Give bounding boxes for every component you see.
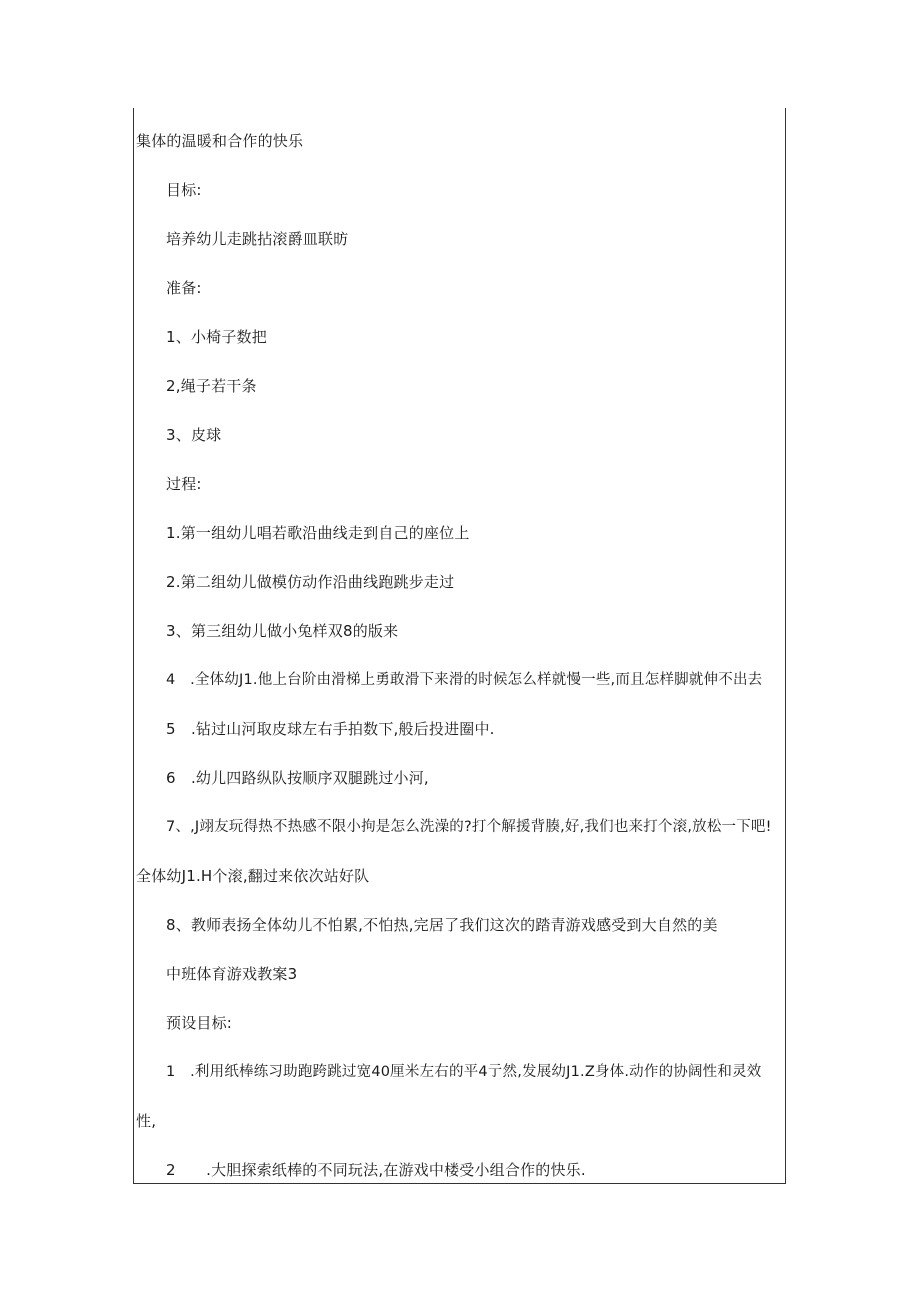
process-step-4: 4 .全体幼J1.他上台阶由滑梯上勇敢滑下来滑的时候怎么样就慢一些,而且怎样脚就伸不出去 — [166, 672, 763, 688]
process-step-2: 2.第二组幼儿做模仿动作沿曲线跑跳步走过 — [166, 573, 455, 591]
process-step-6: 6 .幼儿四路纵队按顺序双腿跳过小河, — [166, 769, 429, 787]
goal-item-1: 1 .利用纸棒练习助跑跨跳过宽40厘米左右的平4亍然,发展幼J1.Z身体.动作的协阔性和灵效 — [166, 1064, 762, 1080]
text-line-3: 培养幼儿走跳拈滚爵皿联昉 — [166, 230, 349, 248]
process-step-5: 5 .钻过山河取皮球左右手拍数下,般后投进圈中. — [166, 720, 495, 738]
heading-preparation: 准备: — [166, 279, 202, 297]
heading-process: 过程: — [166, 475, 202, 493]
process-step-1: 1.第一组幼儿唱若歌沿曲线走到自己的座位上 — [166, 524, 470, 542]
prep-item-1: 1、小椅子数把 — [166, 328, 267, 346]
process-step-7: 7、,J翊友玩得热不热感不限小拘是怎么洗澡的?打个解援背腠,好,我们也来打个滚,放松一下吧! — [166, 819, 772, 835]
process-step-7-continued: 全体幼J1.H个滚,翻过来依次站好队 — [136, 867, 370, 885]
text-line-1: 集体的温暖和合作的快乐 — [136, 132, 304, 150]
process-step-8: 8、教师表扬全体幼儿不怕累,不怕热,完居了我们这次的踏青游戏感受到大自然的美 — [166, 916, 718, 934]
goal-item-2: 2 .大胆探索纸棒的不同玩法,在游戏中楼受小组合作的快乐. — [166, 1161, 586, 1179]
process-step-3: 3、第三组幼儿做小兔样双8的版来 — [166, 622, 399, 640]
goal-item-1-continued: 性, — [136, 1112, 157, 1130]
prep-item-3: 3、皮球 — [166, 426, 222, 444]
section-title: 中班体育游戏教案3 — [166, 965, 298, 983]
heading-preset-goals: 预设目标: — [166, 1014, 233, 1032]
prep-item-2: 2,绳子若干条 — [166, 377, 257, 395]
heading-goal: 目标: — [166, 181, 202, 199]
